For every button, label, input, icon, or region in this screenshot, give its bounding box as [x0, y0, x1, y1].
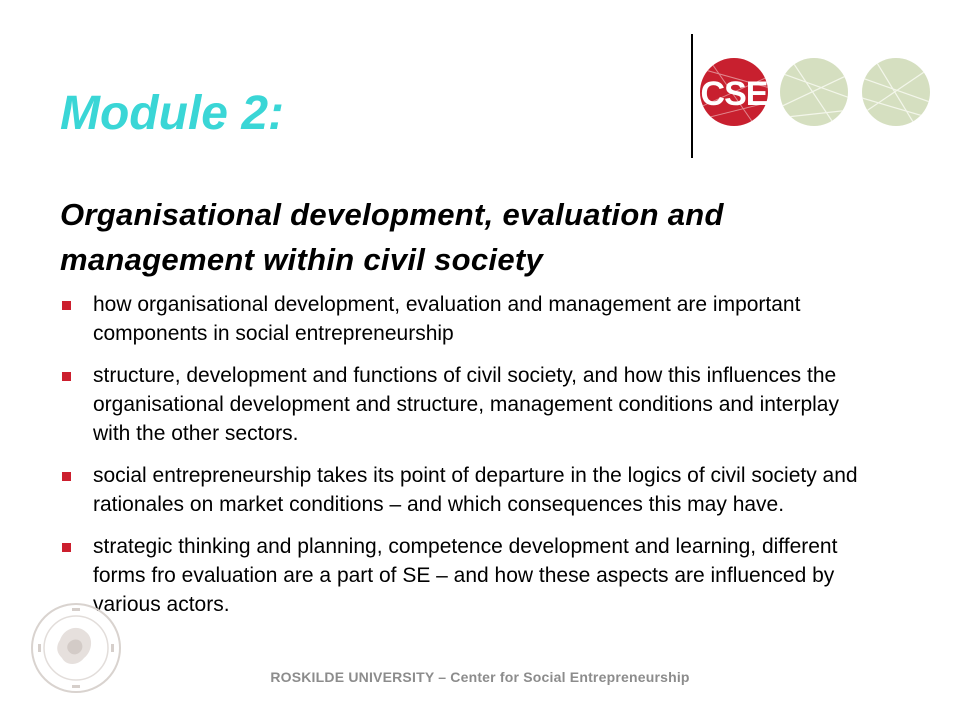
- slide-footer: [0, 669, 960, 685]
- bullet-item: [60, 290, 880, 348]
- slide-subtitle: Organisational development, evaluation and management within civil society: [60, 197, 724, 277]
- bullet-item: [60, 461, 880, 519]
- bullet-item: [60, 361, 880, 448]
- bullet-text: structure, development and functions of civil society, and how this influences the organisational development and structure, management conditions and interplay with the other sectors.: [93, 364, 839, 445]
- bullet-item: [60, 532, 880, 619]
- square-bullet-icon: [62, 301, 71, 310]
- square-bullet-icon: [62, 472, 71, 481]
- cse-logo-graphic: [698, 58, 938, 130]
- square-bullet-icon: [62, 372, 71, 381]
- logo-text: CSE: [700, 75, 768, 113]
- bullet-text: how organisational development, evaluation and management are important components in social entrepreneurship: [93, 293, 801, 345]
- logo-green-circle-1: [780, 58, 848, 126]
- footer-text: ROSKILDE UNIVERSITY – Center for Social Entrepreneurship: [270, 669, 690, 685]
- bullet-list: [60, 290, 880, 632]
- slide-title: Module 2:: [60, 87, 284, 140]
- divider-line: [691, 34, 693, 158]
- bullet-text: social entrepreneurship takes its point of departure in the logics of civil society and rationales on market conditions – and which consequences this may have.: [93, 464, 858, 516]
- logo-green-circle-2: [862, 58, 930, 126]
- square-bullet-icon: [62, 543, 71, 552]
- cse-logo: [698, 58, 938, 130]
- bullet-text: strategic thinking and planning, competence development and learning, different forms fro evaluation are a part of SE – and how these aspects are influenced by various actors.: [93, 535, 838, 616]
